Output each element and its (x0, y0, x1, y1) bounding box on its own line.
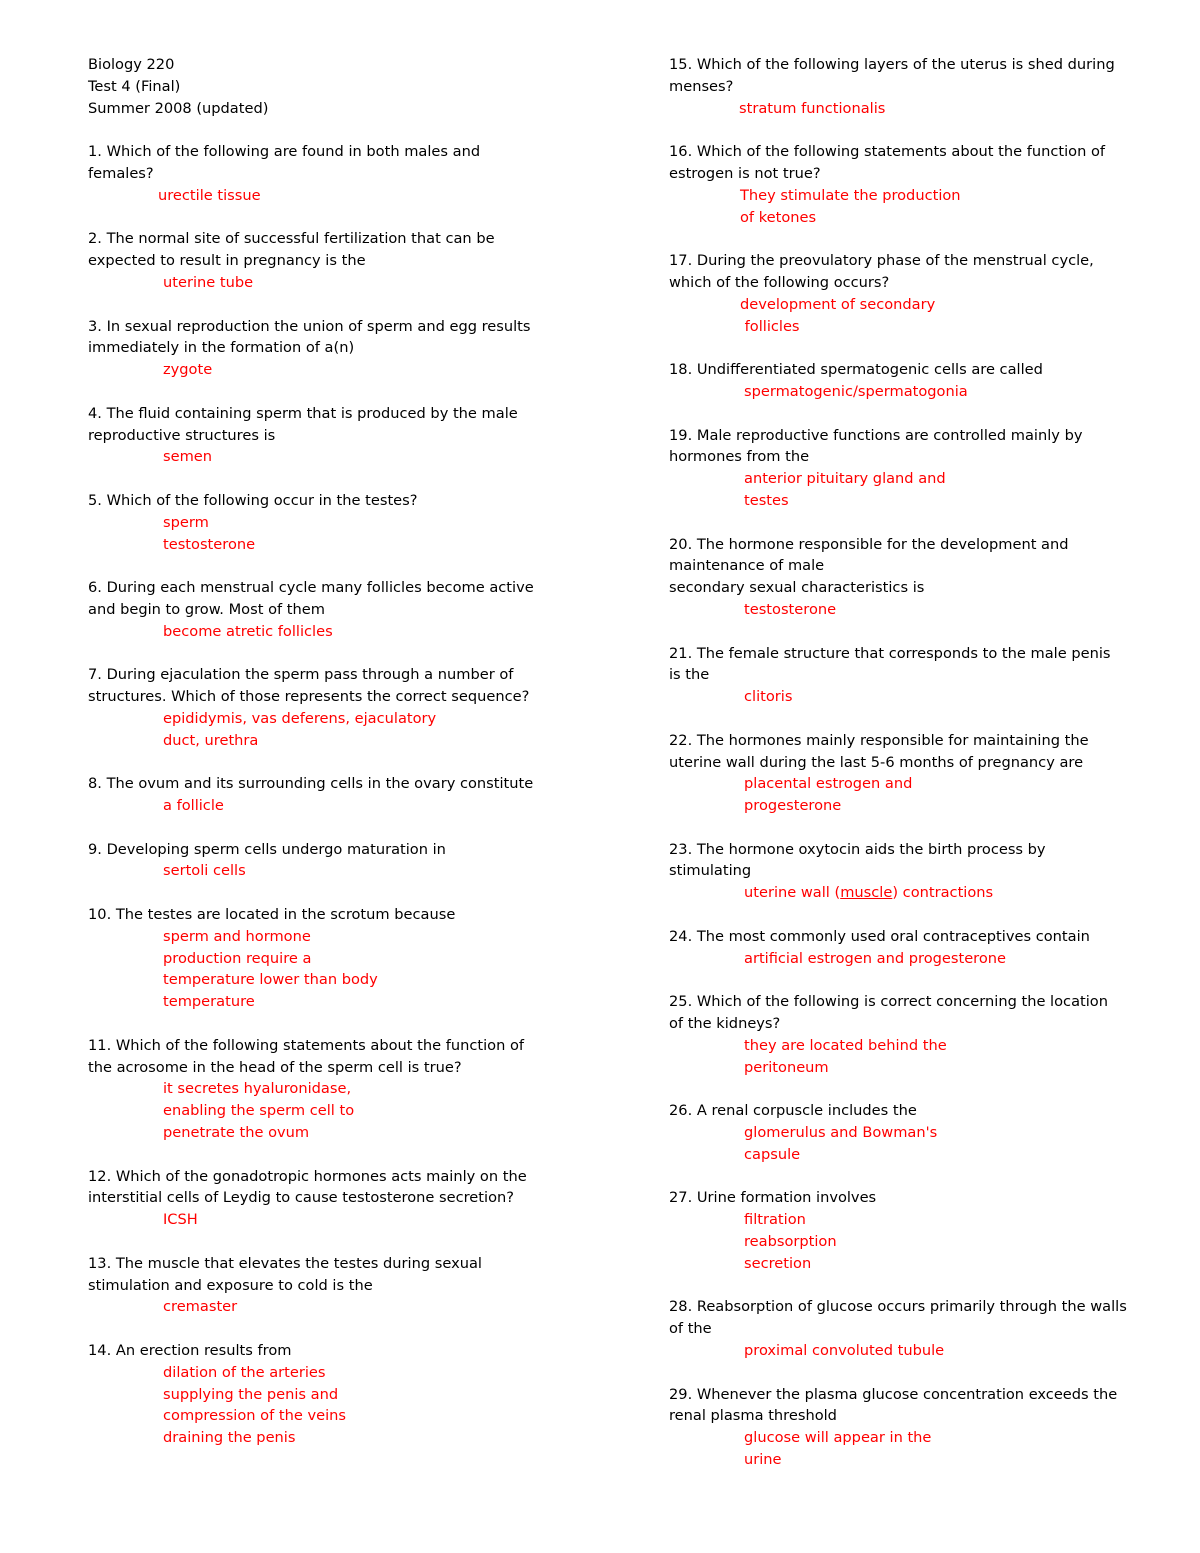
answer-text: cremaster (163, 1298, 238, 1316)
question-text: 3. In sexual reproduction the union of sperm and egg results (88, 317, 531, 335)
question-text: 20. The hormone responsible for the development and (669, 535, 1069, 553)
question-4 (88, 403, 558, 468)
question-text: 21. The female structure that corresponds to the male penis (669, 644, 1111, 662)
question-8 (88, 773, 558, 817)
question-9 (88, 839, 558, 883)
question-text: 5. Which of the following occur in the testes? (88, 491, 418, 509)
question-text: females? (88, 164, 154, 182)
answer-text: progesterone (744, 797, 842, 815)
question-5 (88, 490, 558, 555)
question-2 (88, 228, 558, 293)
question-25 (669, 991, 1139, 1078)
question-28 (669, 1296, 1139, 1361)
question-text: 12. Which of the gonadotropic hormones acts mainly on the (88, 1167, 527, 1185)
question-10 (88, 904, 558, 1013)
answer-text-part: uterine wall ( (744, 884, 841, 902)
answer-text: proximal convoluted tubule (744, 1342, 945, 1360)
question-text: 15. Which of the following layers of the uterus is shed during (669, 56, 1115, 73)
question-text: 6. During each menstrual cycle many follicles become active (88, 579, 534, 597)
question-text: is the (669, 666, 710, 684)
question-text: 27. Urine formation involves (669, 1189, 877, 1207)
answer-text: they are located behind the (744, 1036, 947, 1054)
answer-text: spermatogenic/spermatogonia (744, 382, 968, 400)
question-text: 17. During the preovulatory phase of the menstrual cycle, (669, 252, 1094, 270)
question-text: of the kidneys? (669, 1015, 781, 1033)
question-text: 8. The ovum and its surrounding cells in the ovary constitute (88, 775, 534, 793)
answer-text: supplying the penis and (163, 1385, 339, 1403)
question-text: interstitial cells of Leydig to cause testosterone secretion? (88, 1189, 514, 1207)
question-text: 29. Whenever the plasma glucose concentration exceeds the (669, 1385, 1118, 1403)
answer-text: placental estrogen and (744, 775, 913, 793)
question-text: and begin to grow. Most of them (88, 600, 325, 618)
answer-text: zygote (163, 361, 213, 379)
question-14 (88, 1340, 558, 1449)
question-23 (669, 839, 1139, 904)
answer-text: duct, urethra (163, 731, 259, 749)
answer-text: sperm and hormone (163, 927, 311, 945)
answer-text: uterine tube (163, 273, 254, 291)
question-1 (88, 141, 558, 206)
answer-text: production require a (163, 949, 312, 967)
question-text: 22. The hormones mainly responsible for maintaining the (669, 731, 1089, 749)
question-text: structures. Which of those represents the correct sequence? (88, 688, 530, 706)
question-text: 2. The normal site of successful fertilization that can be (88, 230, 495, 248)
question-text: immediately in the formation of a(n) (88, 339, 355, 357)
answer-text: filtration (744, 1211, 806, 1229)
answer-text: artificial estrogen and progesterone (744, 949, 1007, 967)
question-20 (669, 534, 1139, 621)
question-19 (669, 425, 1139, 512)
question-22 (669, 730, 1139, 817)
question-29 (669, 1384, 1139, 1471)
answer-text: testosterone (744, 600, 837, 618)
question-13 (88, 1253, 558, 1318)
left-column (88, 54, 558, 1471)
answer-text: draining the penis (163, 1429, 296, 1447)
answer-text: ICSH (163, 1211, 198, 1229)
question-text: 25. Which of the following is correct concerning the location (669, 993, 1108, 1011)
question-18 (669, 359, 1139, 403)
question-24 (669, 926, 1139, 970)
answer-text: compression of the veins (163, 1407, 346, 1425)
question-text: secondary sexual characteristics is (669, 579, 925, 597)
answer-text: of ketones (740, 208, 817, 226)
test-title: Test 4 (Final) (88, 77, 181, 95)
question-text: estrogen is not true? (669, 164, 821, 182)
question-text: menses? (669, 77, 734, 95)
course-title: Biology 220 (88, 56, 175, 73)
question-27 (669, 1187, 1139, 1274)
answer-text: sertoli cells (163, 862, 246, 880)
question-3 (88, 316, 558, 381)
question-text: 18. Undifferentiated spermatogenic cells are called (669, 361, 1043, 379)
answer-text: clitoris (744, 688, 793, 706)
question-text: reproductive structures is (88, 426, 276, 444)
question-12 (88, 1166, 558, 1231)
answer-text: glucose will appear in the (744, 1429, 932, 1447)
answer-text: urectile tissue (158, 186, 261, 204)
right-column (669, 54, 1139, 1493)
question-text: 19. Male reproductive functions are controlled mainly by (669, 426, 1083, 444)
answer-text: penetrate the ovum (163, 1124, 310, 1142)
question-text: 9. Developing sperm cells undergo maturation in (88, 840, 446, 858)
question-text: 7. During ejaculation the sperm pass through a number of (88, 666, 514, 684)
question-text: 11. Which of the following statements about the function of (88, 1036, 525, 1054)
question-text: 26. A renal corpuscle includes the (669, 1102, 917, 1120)
answer-text: stratum functionalis (739, 99, 886, 117)
question-text: of the (669, 1320, 712, 1338)
answer-text: secretion (744, 1254, 812, 1272)
question-text: uterine wall during the last 5-6 months of pregnancy are (669, 753, 1084, 771)
answer-text: temperature lower than body (163, 971, 378, 989)
question-text: stimulating (669, 862, 752, 880)
question-text: 13. The muscle that elevates the testes during sexual (88, 1254, 482, 1272)
answer-text: become atretic follicles (163, 622, 333, 640)
term-title: Summer 2008 (updated) (88, 99, 269, 117)
answer-text (669, 882, 1139, 904)
answer-text: reabsorption (744, 1233, 837, 1251)
answer-text: They stimulate the production (740, 186, 961, 204)
answer-text: it secretes hyaluronidase, (163, 1080, 352, 1098)
question-15 (669, 54, 1139, 119)
question-text: which of the following occurs? (669, 273, 890, 291)
question-text: 4. The fluid containing sperm that is produced by the male (88, 404, 518, 422)
answer-text: development of secondary (740, 295, 936, 313)
answer-text: peritoneum (744, 1058, 829, 1076)
question-text: the acrosome in the head of the sperm cell is true? (88, 1058, 462, 1076)
question-text: stimulation and exposure to cold is the (88, 1276, 373, 1294)
question-26 (669, 1100, 1139, 1165)
answer-text: testosterone (163, 535, 256, 553)
answer-text: sperm (163, 513, 209, 531)
answer-text: glomerulus and Bowman's (744, 1124, 938, 1142)
question-7 (88, 664, 558, 751)
question-text: maintenance of male (669, 557, 825, 575)
answer-text: anterior pituitary gland and (744, 470, 946, 488)
answer-text: dilation of the arteries (163, 1363, 326, 1381)
answer-text: temperature (163, 993, 255, 1011)
answer-text: capsule (744, 1145, 801, 1163)
answer-text: follicles (740, 317, 800, 335)
question-text: 24. The most commonly used oral contraceptives contain (669, 927, 1090, 945)
answer-text: urine (744, 1451, 782, 1468)
question-17 (669, 250, 1139, 337)
question-text: expected to result in pregnancy is the (88, 252, 366, 270)
question-6 (88, 577, 558, 642)
answer-text: testes (744, 491, 789, 509)
question-text: 1. Which of the following are found in both males and (88, 143, 481, 161)
exam-header (88, 54, 558, 119)
answer-text: enabling the sperm cell to (163, 1102, 355, 1120)
answer-text-part: ) contractions (892, 884, 994, 902)
question-text: 28. Reabsorption of glucose occurs primarily through the walls (669, 1298, 1127, 1316)
question-16 (669, 141, 1139, 228)
question-text: hormones from the (669, 448, 810, 466)
question-text: 10. The testes are located in the scrotum because (88, 906, 456, 924)
question-11 (88, 1035, 558, 1144)
question-text: renal plasma threshold (669, 1407, 837, 1425)
answer-text: a follicle (163, 797, 224, 815)
question-text: 23. The hormone oxytocin aids the birth process by (669, 840, 1046, 858)
question-21 (669, 643, 1139, 708)
answer-text: semen (163, 448, 213, 466)
answer-underlined-word: muscle (840, 884, 893, 902)
question-text: 16. Which of the following statements about the function of (669, 143, 1106, 161)
answer-text: epididymis, vas deferens, ejaculatory (163, 709, 437, 727)
question-text: 14. An erection results from (88, 1342, 292, 1360)
